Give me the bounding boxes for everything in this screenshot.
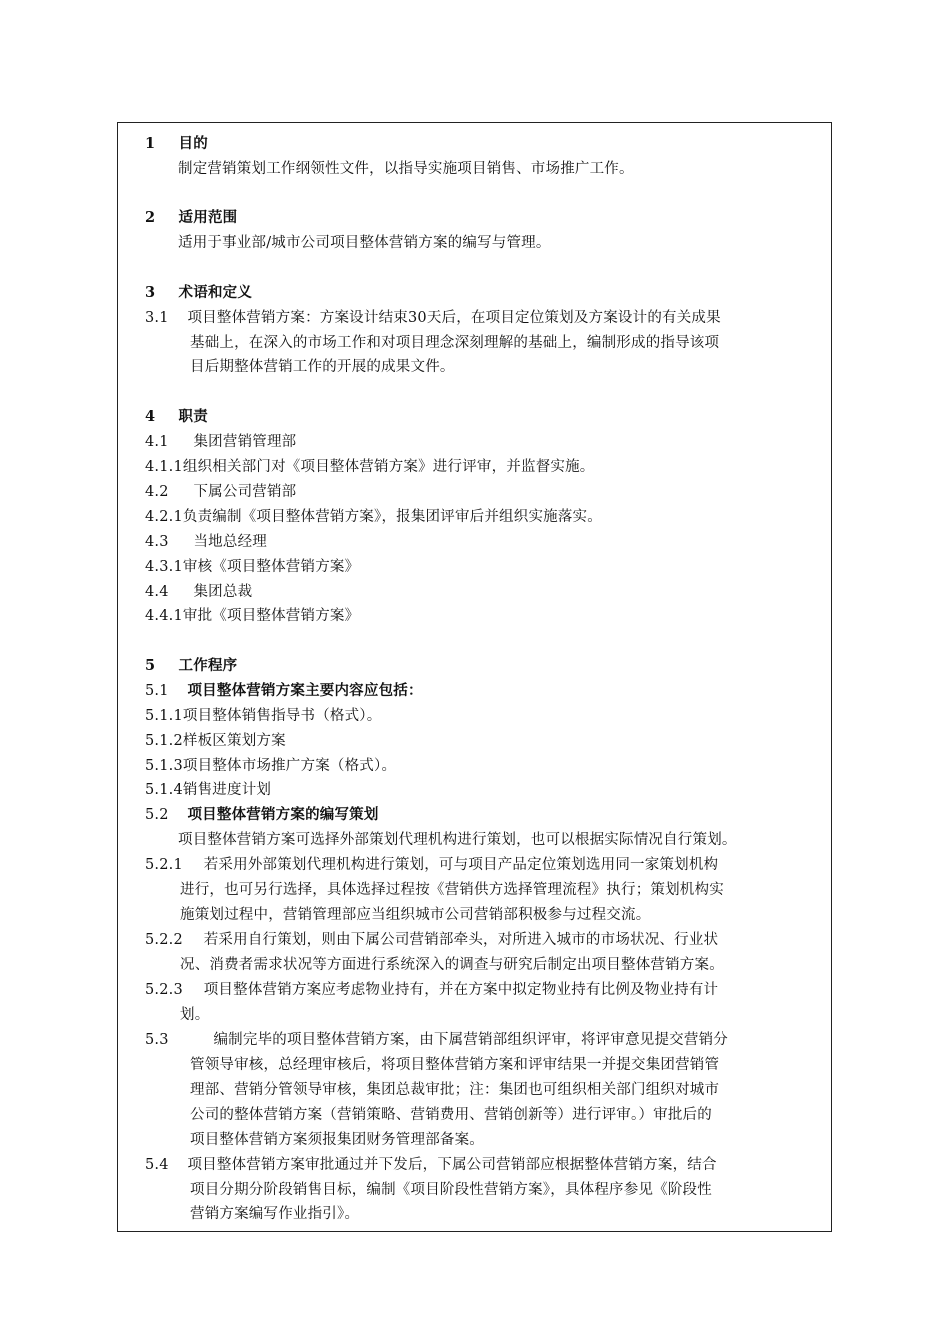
row-text: 当地总经理 xyxy=(193,534,267,550)
row-text: 项目整体销售指导书（格式）。 xyxy=(182,708,382,724)
clause-5-2-3-line-2: 划。 xyxy=(180,1007,210,1023)
clause-number: 5.4 xyxy=(145,1157,169,1173)
clause-5-2-1-line-3: 施策划过程中，营销管理部应当组织城市公司营销部积极参与过程交流。 xyxy=(180,907,651,923)
row-4-1-1 xyxy=(145,457,595,477)
row-number: 4.3 xyxy=(145,534,169,550)
clause-text: 项目整体营销方案应考虑物业持有，并在方案中拟定物业持有比例及物业持有计 xyxy=(203,982,719,998)
section-1-body: 制定营销策划工作纲领性文件，以指导实施项目销售、市场推广工作。 xyxy=(178,161,634,177)
row-number: 4.1 xyxy=(145,434,169,450)
clause-5-3-line-2: 管领导审核，总经理审核后，将项目整体营销方案和评审结果一并提交集团营销管 xyxy=(190,1057,720,1073)
section-number: 5 xyxy=(145,657,156,674)
clause-5-3-line-4: 公司的整体营销方案（营销策略、营销费用、营销创新等）进行评审。）审批后的 xyxy=(190,1107,712,1123)
row-4-1 xyxy=(145,432,296,452)
clause-number: 5.1 xyxy=(145,683,169,699)
clause-3-1-line-1 xyxy=(145,308,721,328)
clause-text: 项目整体营销方案审批通过并下发后，下属公司营销部应根据整体营销方案，结合 xyxy=(187,1157,717,1173)
clause-5-2-1-line-2: 进行，也可另行选择，具体选择过程按《营销供方选择管理流程》执行；策划机构实 xyxy=(180,882,724,898)
row-4-4-1 xyxy=(145,606,359,626)
row-4-2 xyxy=(145,482,296,502)
row-text: 样板区策划方案 xyxy=(182,733,286,749)
row-text: 组织相关部门对《项目整体营销方案》进行评审，并监督实施。 xyxy=(182,459,595,475)
clause-5-3-line-3: 理部、营销分管领导审核，集团总裁审批；注：集团也可组织相关部门组织对城市 xyxy=(190,1082,720,1098)
clause-5-2-body: 项目整体营销方案可选择外部策划代理机构进行策划，也可以根据实际情况自行策划。 xyxy=(178,832,737,848)
row-text: 销售进度计划 xyxy=(182,782,272,798)
clause-5-3-line-1 xyxy=(145,1030,728,1050)
row-text: 负责编制《项目整体营销方案》，报集团评审后并组织实施落实。 xyxy=(182,509,602,525)
section-number: 3 xyxy=(145,284,156,301)
row-number: 5.1.2 xyxy=(145,733,183,749)
row-text: 下属公司营销部 xyxy=(193,484,297,500)
clause-text: 项目整体营销方案的编写策划 xyxy=(187,806,379,823)
row-4-4 xyxy=(145,582,252,602)
clause-5-2-1-line-1 xyxy=(145,855,718,875)
section-number: 2 xyxy=(145,209,156,226)
row-number: 4.4 xyxy=(145,584,169,600)
row-number: 4.2 xyxy=(145,484,169,500)
clause-5-2-3-line-1 xyxy=(145,980,718,1000)
clause-number: 5.2 xyxy=(145,807,169,823)
clause-5-4-line-2: 项目分期分阶段销售目标，编制《项目阶段性营销方案》，具体程序参见《阶段性 xyxy=(190,1182,712,1198)
section-title: 工作程序 xyxy=(178,657,238,674)
section-3-heading xyxy=(145,283,252,303)
clause-5-1 xyxy=(145,681,423,701)
row-text: 审批《项目整体营销方案》 xyxy=(182,608,360,624)
row-number: 5.1.4 xyxy=(145,782,183,798)
clause-text: 项目整体营销方案主要内容应包括： xyxy=(187,682,423,699)
row-4-3-1 xyxy=(145,557,359,577)
clause-number: 5.2.2 xyxy=(145,932,183,948)
clause-number: 5.2.1 xyxy=(145,857,183,873)
clause-5-4-line-1 xyxy=(145,1155,717,1175)
row-5-1-2 xyxy=(145,731,286,751)
clause-number: 5.3 xyxy=(145,1032,169,1048)
clause-number: 5.2.3 xyxy=(145,982,183,998)
row-text: 集团营销管理部 xyxy=(193,434,297,450)
clause-number: 3.1 xyxy=(145,310,169,326)
section-title: 适用范围 xyxy=(178,209,238,226)
clause-5-2-2-line-1 xyxy=(145,930,718,950)
section-title: 术语和定义 xyxy=(178,284,253,301)
section-2-heading xyxy=(145,208,237,228)
row-text: 审核《项目整体营销方案》 xyxy=(182,559,360,575)
clause-5-4-line-3: 营销方案编写作业指引》。 xyxy=(190,1206,360,1222)
row-number: 4.2.1 xyxy=(145,509,183,525)
clause-text: 若采用外部策划代理机构进行策划，可与项目产品定位策划选用同一家策划机构 xyxy=(203,857,719,873)
row-text: 项目整体市场推广方案（格式）。 xyxy=(182,758,397,774)
row-5-1-1 xyxy=(145,706,381,726)
row-4-2-1 xyxy=(145,507,602,527)
clause-3-1-line-2: 基础上，在深入的市场工作和对项目理念深刻理解的基础上，编制形成的指导该项 xyxy=(190,335,720,351)
row-number: 4.3.1 xyxy=(145,559,183,575)
clause-5-2 xyxy=(145,805,379,825)
section-title: 职责 xyxy=(178,408,208,425)
row-5-1-4 xyxy=(145,780,271,800)
row-number: 4.4.1 xyxy=(145,608,183,624)
row-number: 4.1.1 xyxy=(145,459,183,475)
row-number: 5.1.1 xyxy=(145,708,183,724)
section-2-body: 适用于事业部/城市公司项目整体营销方案的编写与管理。 xyxy=(178,235,551,251)
row-5-1-3 xyxy=(145,756,396,776)
clause-5-3-line-5: 项目整体营销方案须报集团财务管理部备案。 xyxy=(190,1132,484,1148)
row-text: 集团总裁 xyxy=(193,584,253,600)
clause-5-2-2-line-2: 况、消费者需求状况等方面进行系统深入的调查与研究后制定出项目整体营销方案。 xyxy=(180,957,724,973)
row-number: 5.1.3 xyxy=(145,758,183,774)
clause-text: 项目整体营销方案：方案设计结束30天后，在项目定位策划及方案设计的有关成果 xyxy=(187,310,721,326)
clause-text: 编制完毕的项目整体营销方案，由下属营销部组织评审，将评审意见提交营销分 xyxy=(213,1032,728,1048)
section-title: 目的 xyxy=(178,135,208,152)
clause-3-1-line-3: 目后期整体营销工作的开展的成果文件。 xyxy=(190,359,455,375)
section-1-heading xyxy=(145,134,208,154)
section-number: 4 xyxy=(145,408,156,425)
section-5-heading xyxy=(145,656,237,676)
section-4-heading xyxy=(145,407,208,427)
row-4-3 xyxy=(145,532,267,552)
clause-text: 若采用自行策划，则由下属公司营销部牵头，对所进入城市的市场状况、行业状 xyxy=(203,932,719,948)
section-number: 1 xyxy=(145,135,156,152)
